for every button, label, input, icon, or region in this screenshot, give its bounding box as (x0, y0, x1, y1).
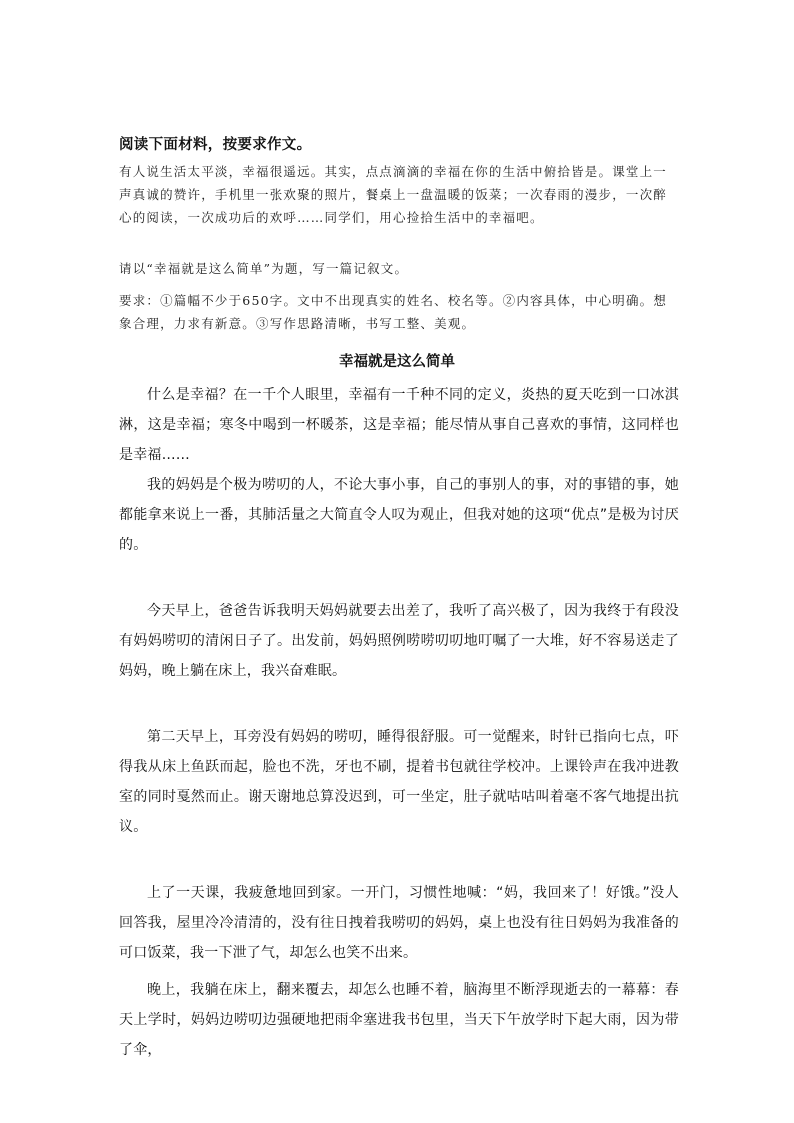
prompt-task: 请以“幸福就是这么简单”为题，写一篇记叙文。 (119, 261, 409, 276)
essay-paragraph: 晚上，我躺在床上，翻来覆去，却怎么也睡不着，脑海里不断浮现逝去的一幕幕：春天上学时，妈妈边唠叨边强硬地把雨伞塞进我书包里，当天下午放学时下起大雨，因为带了伞， (119, 982, 679, 1058)
prompt-heading: 阅读下面材料，按要求作文。 (119, 136, 312, 153)
prompt-requirements: 要求：①篇幅不少于650字。文中不出现真实的姓名、校名等。②内容具体，中心明确。想象合理，力求有新意。③写作思路清晰，书写工整、美观。 (119, 293, 668, 331)
essay-paragraph: 第二天早上，耳旁没有妈妈的唠叨，睡得很舒服。可一觉醒来，时针已指向七点，吓得我从床上鱼跃而起，脸也不洗，牙也不刷，提着书包就往学校冲。上课铃声在我冲进教室的同时戛然而止。谢天谢地总算没迟到，可一坐定，肚子就咕咕叫着毫不客气地提出抗议。 (119, 729, 679, 835)
prompt-material: 有人说生活太平淡，幸福很遥远。其实，点点滴滴的幸福在你的生活中俯拾皆是。课堂上一声真诚的赞许，手机里一张欢聚的照片，餐桌上一盘温暖的饭菜；一次春雨的漫步，一次醉心的阅读，一次成功后的欢呼……同学们，用心捡拾生活中的幸福吧。 (119, 164, 668, 225)
essay-paragraph: 我的妈妈是个极为唠叨的人，不论大事小事，自己的事别人的事，对的事错的事，她都能拿来说上一番，其肺活量之大简直令人叹为观止，但我对她的这项“优点”是极为讨厌的。 (119, 477, 679, 553)
essay-title: 幸福就是这么简单 (339, 354, 455, 370)
essay-paragraph: 上了一天课，我疲惫地回到家。一开门，习惯性地喊：“妈，我回来了！好饿。”没人回答我，屋里冷冷清清的，没有往日拽着我唠叨的妈妈，桌上也没有往日妈妈为我准备的可口饭菜，我一下泄了气，却怎么也笑不出来。 (119, 885, 679, 961)
essay-paragraph: 什么是幸福？在一千个人眼里，幸福有一千种不同的定义，炎热的夏天吃到一口冰淇淋，这是幸福；寒冬中喝到一杯暖茶，这是幸福；能尽情从事自己喜欢的事情，这同样也是幸福…… (119, 387, 679, 463)
essay-paragraph: 今天早上，爸爸告诉我明天妈妈就要去出差了，我听了高兴极了，因为我终于有段没有妈妈唠叨的清闲日子了。出发前，妈妈照例唠唠叨叨地叮嘱了一大堆，好不容易送走了妈妈，晚上躺在床上，我兴奋难眠。 (119, 603, 679, 679)
